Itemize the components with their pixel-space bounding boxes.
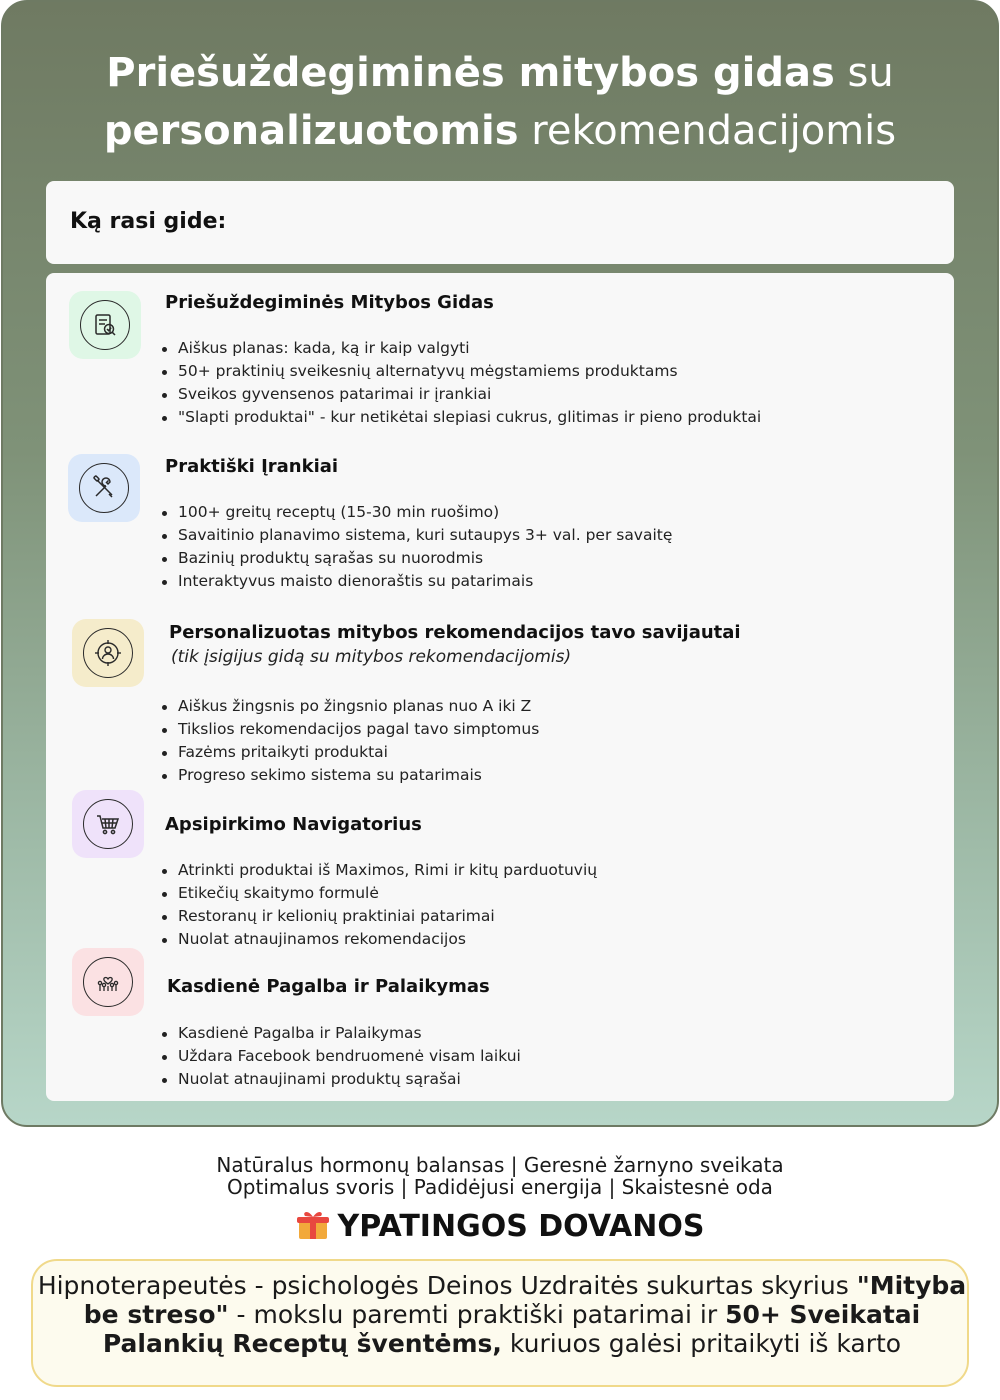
gift-text-part: - mokslu paremti praktiški patarimai ir — [228, 1300, 726, 1329]
list-item: Bazinių produktų sąrašas su nuorodmis — [160, 547, 672, 570]
gift-text-part: kuriuos galėsi pritaikyti iš karto — [501, 1329, 902, 1358]
benefits-line-1: Natūralus hormonų balansas | Geresnė žarnyno sveikata — [216, 1153, 784, 1177]
benefits-line-2: Optimalus svoris | Padidėjusi energija | Skaistesnė oda — [227, 1175, 773, 1199]
gift-text-part: Hipnoterapeutės - psichologės Deinos Uzdraitės sukurtas skyrius — [37, 1271, 857, 1300]
feature-title: Apsipirkimo Navigatorius — [165, 814, 422, 835]
tools-icon — [89, 473, 119, 503]
list-item: Nuolat atnaujinami produktų sąrašai — [160, 1068, 521, 1091]
list-item: Restoranų ir kelionių praktiniai patarimai — [160, 905, 597, 928]
list-item: Fazėms pritaikyti produktai — [160, 741, 539, 764]
page-title — [0, 44, 1000, 160]
feature-title: Kasdienė Pagalba ir Palaikymas — [167, 976, 490, 997]
gift-text-bold: "Mityba be streso" — [83, 1271, 967, 1329]
list-item: Progreso sekimo sistema su patarimais — [160, 764, 539, 787]
feature-icon-box — [72, 619, 144, 687]
title-rest-part-2: rekomendacijomis — [518, 108, 897, 154]
feature-icon-box — [72, 790, 144, 858]
list-item: Kasdienė Pagalba ir Palaikymas — [160, 1022, 521, 1045]
intro-label: Ką rasi gide: — [70, 209, 227, 234]
feature-bullets — [160, 1022, 521, 1091]
list-item: Interaktyvus maisto dienoraštis su patarimais — [160, 570, 672, 593]
list-item: Sveikos gyvensenos patarimai ir įrankiai — [160, 383, 761, 406]
gift-description — [33, 1271, 971, 1358]
features-card — [46, 273, 954, 1101]
feature-title: Praktiški Įrankiai — [165, 456, 339, 477]
list-item: Aiškus planas: kada, ką ir kaip valgyti — [160, 337, 761, 360]
shopping-cart-icon — [93, 809, 123, 839]
list-item: Aiškus žingsnis po žingsnio planas nuo A iki Z — [160, 695, 539, 718]
feature-subtitle: (tik įsigijus gidą su mitybos rekomendacijomis) — [171, 647, 572, 667]
list-item: Nuolat atnaujinamos rekomendacijos — [160, 928, 597, 951]
list-item: Uždara Facebook bendruomenė visam laikui — [160, 1045, 521, 1068]
person-target-icon — [93, 638, 123, 668]
feature-title: Personalizuotas mitybos rekomendacijos tavo savijautai — [169, 622, 741, 643]
feature-title: Priešuždegiminės Mitybos Gidas — [165, 292, 494, 313]
list-item: "Slapti produktai" - kur netikėtai slepiasi cukrus, glitimas ir pieno produktai — [160, 406, 761, 429]
feature-bullets — [160, 337, 761, 429]
gift-icon — [296, 1209, 330, 1249]
community-heart-icon — [93, 967, 123, 997]
intro-card — [46, 181, 954, 264]
feature-icon-box — [68, 454, 140, 522]
title-bold-part-1: Priešuždegiminės mitybos gidas — [106, 50, 835, 96]
title-bold-part-2: personalizuotomis — [103, 108, 519, 154]
feature-bullets — [160, 695, 539, 787]
feature-icon-box — [69, 291, 141, 359]
list-item: 100+ greitų receptų (15-30 min ruošimo) — [160, 501, 672, 524]
document-check-icon — [90, 310, 120, 340]
list-item: Etikečių skaitymo formulė — [160, 882, 597, 905]
list-item: Atrinkti produktai iš Maximos, Rimi ir kitų parduotuvių — [160, 859, 597, 882]
gift-text-bold: 50+ Sveikatai Palankių Receptų šventėms, — [102, 1300, 921, 1358]
gifts-heading — [0, 1209, 1000, 1249]
gifts-title: YPATINGOS DOVANOS — [337, 1209, 705, 1244]
feature-icon-box — [72, 948, 144, 1016]
gift-box — [31, 1259, 969, 1387]
benefits-text — [0, 1154, 1000, 1198]
list-item: Savaitinio planavimo sistema, kuri sutaupys 3+ val. per savaitę — [160, 524, 672, 547]
feature-bullets — [160, 859, 597, 951]
list-item: 50+ praktinių sveikesnių alternatyvų mėgstamiems produktams — [160, 360, 761, 383]
title-rest-part-1: su — [834, 50, 894, 96]
feature-bullets — [160, 501, 672, 593]
list-item: Tikslios rekomendacijos pagal tavo simptomus — [160, 718, 539, 741]
